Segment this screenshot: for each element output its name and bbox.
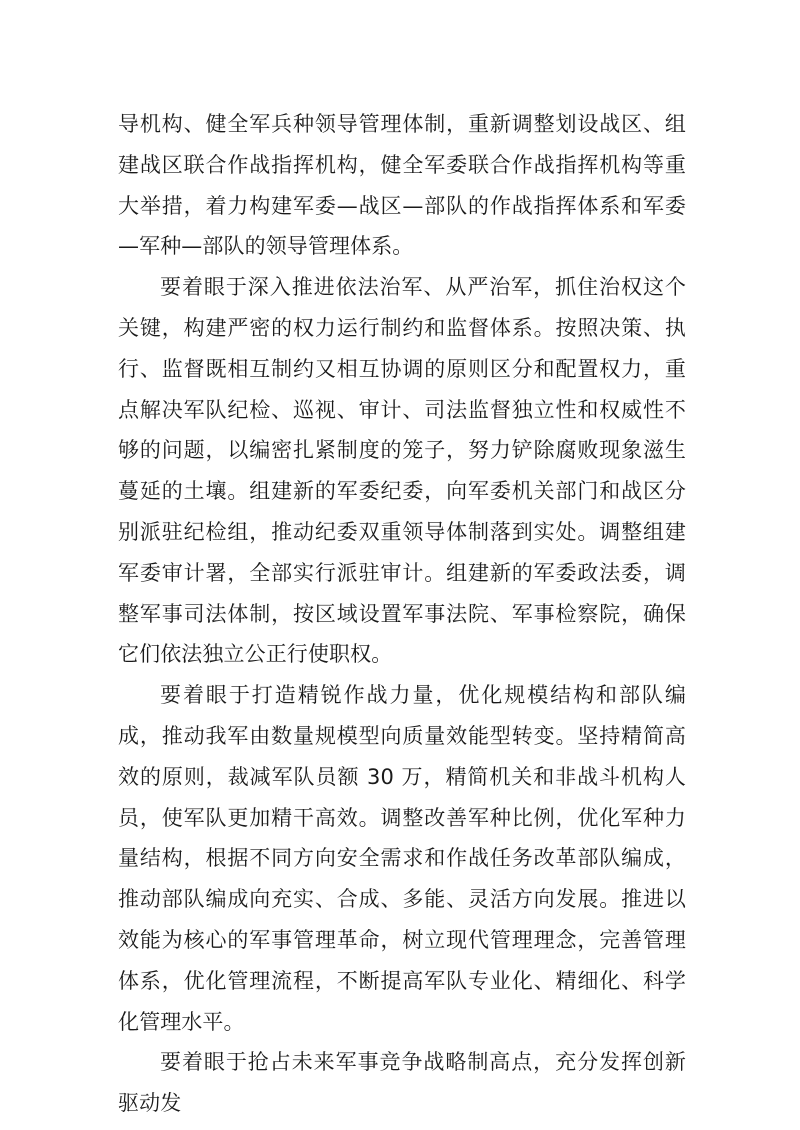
body-text <box>118 104 686 1124</box>
paragraph-rule-of-law: 要着眼于深入推进依法治军、从严治军，抓住治权这个关键，构建严密的权力运行制约和监督体系。按照决策、执行、监督既相互制约又相互协调的原则区分和配置权力，重点解决军队纪检、巡视、审计、司法监督独立性和权威性不够的问题，以编密扎紧制度的笼子，努力铲除腐败现象滋生蔓延的土壤。组建新的军委纪委，向军委机关部门和战区分别派驻纪检组，推动纪委双重领导体制落到实处。调整组建军委审计署，全部实行派驻审计。组建新的军委政法委，调整军事司法体制，按区域设置军事法院、军事检察院，确保它们依法独立公正行使职权。 <box>118 275 686 667</box>
paragraph-elite-forces: 要着眼于打造精锐作战力量，优化规模结构和部队编成，推动我军由数量规模型向质量效能型转变。坚持精简高效的原则，裁减军队员额 30 万，精简机关和非战斗机构人员，使军队更加精干高效。调整改善军种比例，优化军种力量结构，根据不同方向安全需求和作战任务改革部队编成，推动部队编成向充实、合成、多能、灵活方向发展。推进以效能为核心的军事管理革命，树立现代管理理念，完善管理体系，优化管理流程，不断提高军队专业化、精细化、科学化管理水平。 <box>118 683 686 1034</box>
paragraph-continuation: 导机构、健全军兵种领导管理体制，重新调整划设战区、组建战区联合作战指挥机构，健全军委联合作战指挥机构等重大举措，着力构建军委—战区—部队的作战指挥体系和军委—军种—部队的领导管理体系。 <box>118 112 686 259</box>
paragraph-innovation: 要着眼于抢占未来军事竞争战略制高点，充分发挥创新驱动发 <box>118 1050 686 1116</box>
